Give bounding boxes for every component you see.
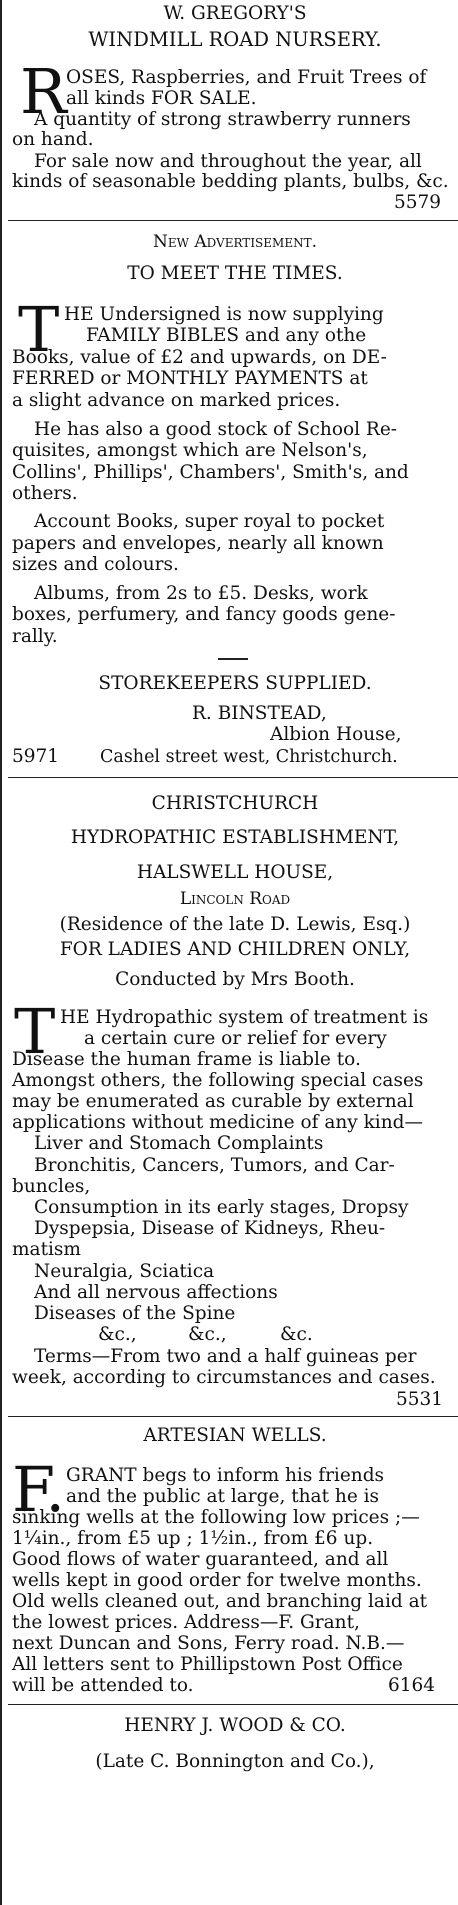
section-divider [8,1704,458,1705]
ad-number: 5971 [12,746,60,767]
drop-cap: R [20,55,67,128]
ad-subtitle: Lincoln Road [179,889,291,909]
ad-title: W. GREGORY'S [163,3,307,24]
ad-text: others. [12,483,78,504]
ad-text: R. BINSTEAD, [192,703,327,724]
ad-text: Dyspepsia, Disease of Kidneys, Rheu- [34,1218,386,1239]
ad-text: all kinds FOR SALE. [66,88,257,109]
ad-subtitle: WINDMILL ROAD NURSERY. [88,28,382,51]
drop-cap: T [18,293,60,366]
ad-text: on hand. [12,129,94,150]
ad-text: quisites, amongst which are Nelson's, [12,440,368,461]
ad-text: kinds of seasonable bedding plants, bulbs, &c. [12,171,449,192]
ad-title: HYDROPATHIC ESTABLISHMENT, [70,827,400,848]
ad-text: FERRED or MONTHLY PAYMENTS at [12,368,368,389]
drop-cap: T [14,995,56,1068]
ad-text: Cashel street west, Christchurch. [100,747,398,767]
ad-text: a slight advance on marked prices. [12,390,341,411]
ad-text: Consumption in its early stages, Dropsy [34,1197,409,1218]
ad-text: Liver and Stomach Complaints [34,1133,324,1154]
section-divider [8,220,458,221]
ad-text: sinking wells at the following low prices ;— [12,1507,420,1528]
ad-text: sizes and colours. [12,554,179,575]
ad-text: Disease the human frame is liable to. [12,1049,361,1070]
ad-text: will be attended to. [12,1675,194,1696]
section-divider [8,777,458,778]
ad-text: and the public at large, that he is [66,1486,380,1507]
ad-subtitle: (Late C. Bonnington and Co.), [95,1751,375,1772]
ad-text: 1¼in., from £5 up ; 1½in., from £6 up. [12,1528,374,1549]
ad-text: Bronchitis, Cancers, Tumors, and Car- [34,1155,395,1176]
drop-cap: F. [12,1453,66,1526]
ad-text: For sale now and throughout the year, all [34,151,422,172]
ad-text: rally. [12,626,58,647]
ad-text: a certain cure or relief for every [84,1028,387,1049]
ad-text: Neuralgia, Sciatica [34,1261,215,1282]
ad-title: HENRY J. WOOD & CO. [124,1715,346,1736]
ad-subtitle: (Residence of the late D. Lewis, Esq.) [59,914,411,935]
ad-text: Old wells cleaned out, and branching laid at [12,1591,428,1612]
ad-text: GRANT begs to inform his friends [66,1465,385,1486]
ad-text: the lowest prices. Address—F. Grant, [12,1612,360,1633]
ad-text: applications without medicine of any kind— [12,1112,423,1133]
ad-text: Terms—From two and a half guineas per [34,1346,417,1367]
ad-text: &c., [98,1324,137,1345]
ad-text: FAMILY BIBLES and any othe [86,325,367,346]
ad-text: boxes, perfumery, and fancy goods gene- [12,604,396,625]
ad-number: 5579 [394,192,442,213]
ad-text: HE Hydropathic system of treatment is [60,1007,429,1028]
ad-text: &c. [280,1324,313,1345]
ad-number: 6164 [388,1675,436,1696]
ad-text: Good flows of water guaranteed, and all [12,1549,389,1570]
ad-title: HALSWELL HOUSE, [136,862,334,883]
ad-text: wells kept in good order for twelve months. [12,1570,422,1591]
section-divider [8,1416,458,1417]
short-rule [218,658,248,660]
ad-text: papers and envelopes, nearly all known [12,533,384,554]
ad-text: &c., [188,1324,227,1345]
ad-text: buncles, [12,1176,91,1197]
ad-text: And all nervous affections [34,1282,278,1303]
ad-text: OSES, Raspberries, and Fruit Trees of [66,67,427,88]
ad-subtitle: Conducted by Mrs Booth. [115,969,355,990]
ad-text: Books, value of £2 and upwards, on DE- [12,347,387,368]
ad-title: ARTESIAN WELLS. [143,1425,327,1446]
ad-text: All letters sent to Phillipstown Post Office [12,1654,403,1675]
ad-title: TO MEET THE TIMES. [127,263,343,284]
ad-text: HE Undersigned is now supplying [64,304,384,325]
ad-text: may be enumerated as curable by external [12,1091,414,1112]
ad-text: matism [12,1239,81,1260]
ad-text: Collins', Phillips', Chambers', Smith's, and [12,462,409,483]
ad-text: Diseases of the Spine [34,1303,236,1324]
ad-text: He has also a good stock of School Re- [34,419,398,440]
ad-text: week, according to circumstances and cases. [12,1367,436,1388]
ad-heading: STOREKEEPERS SUPPLIED. [98,673,372,694]
ad-text: Albion House, [270,724,402,745]
ad-number: 5531 [396,1389,444,1410]
ad-heading: FOR LADIES AND CHILDREN ONLY, [59,939,411,960]
ad-text: Albums, from 2s to £5. Desks, work [34,583,368,604]
ad-tag: New Advertisement. [153,232,317,252]
ad-text: Account Books, super royal to pocket [34,511,385,532]
ad-text: next Duncan and Sons, Ferry road. N.B.— [12,1633,405,1654]
ad-title: CHRISTCHURCH [151,793,319,814]
ad-text: A quantity of strong strawberry runners [34,109,411,130]
ad-text: Amongst others, the following special cases [12,1070,424,1091]
